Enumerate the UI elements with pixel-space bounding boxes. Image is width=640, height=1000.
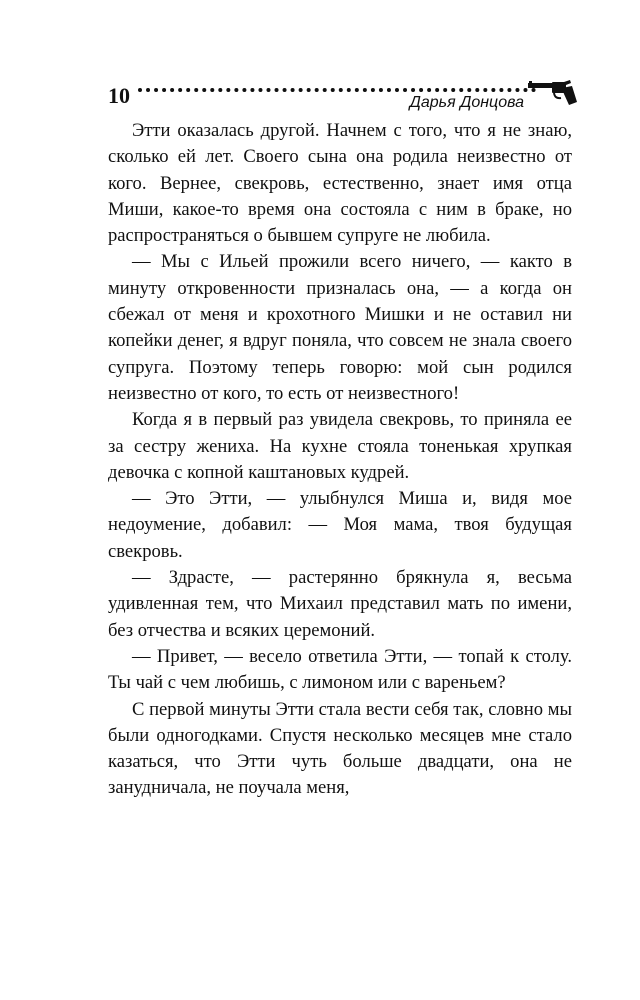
paragraph: — Здрасте, — растерянно брякнула я, весьма удивленная тем, что Михаил представил мать по имени, без отчества и всяких церемоний. — [108, 567, 572, 641]
dotted-rule — [138, 88, 536, 92]
paragraph: С первой минуты Этти стала вести себя так, словно мы были одногодками. Спустя несколько месяцев мне стало казаться, что Этти чуть больше двадцати, она не занудничала, не поучала меня, — [108, 698, 572, 799]
paragraph: — Привет, — весело ответила Этти, — топай к столу. Ты чай с чем любишь, с лимоном или с вареньем? — [108, 645, 572, 694]
paragraph: — Мы с Ильей прожили всего ничего, — както в минуту откровенности призналась она, — а когда он сбежал от меня и крохотного Мишки и не оставил ни копейки денег, я вдруг поняла, что совсем не знала своего супруга. Поэтому теперь говорю: мой сын родился неизвестно от кого, то есть от неизвестного! — [108, 251, 572, 404]
running-header — [108, 78, 578, 114]
paragraph: — Это Этти, — улыбнулся Миша и, видя мое недоумение, добавил: — Моя мама, твоя будущая свекровь. — [108, 488, 572, 562]
revolver-icon — [528, 80, 578, 106]
paragraph: Когда я в первый раз увидела свекровь, то приняла ее за сестру жениха. На кухне стояла тоненькая хрупкая девочка с копной каштановых кудрей. — [108, 409, 572, 483]
author-name: Дарья Донцова — [409, 94, 524, 111]
paragraph: Этти оказалась другой. Начнем с того, что я не знаю, сколько ей лет. Своего сына она родила неизвестно от кого. Вернее, свекровь, естественно, знает имя отца Миши, какое-то время она состояла с ним в браке, но распространяться о бывшем супруге не любила. — [108, 120, 572, 247]
page-number: 10 — [108, 83, 130, 108]
body-text — [108, 118, 572, 802]
